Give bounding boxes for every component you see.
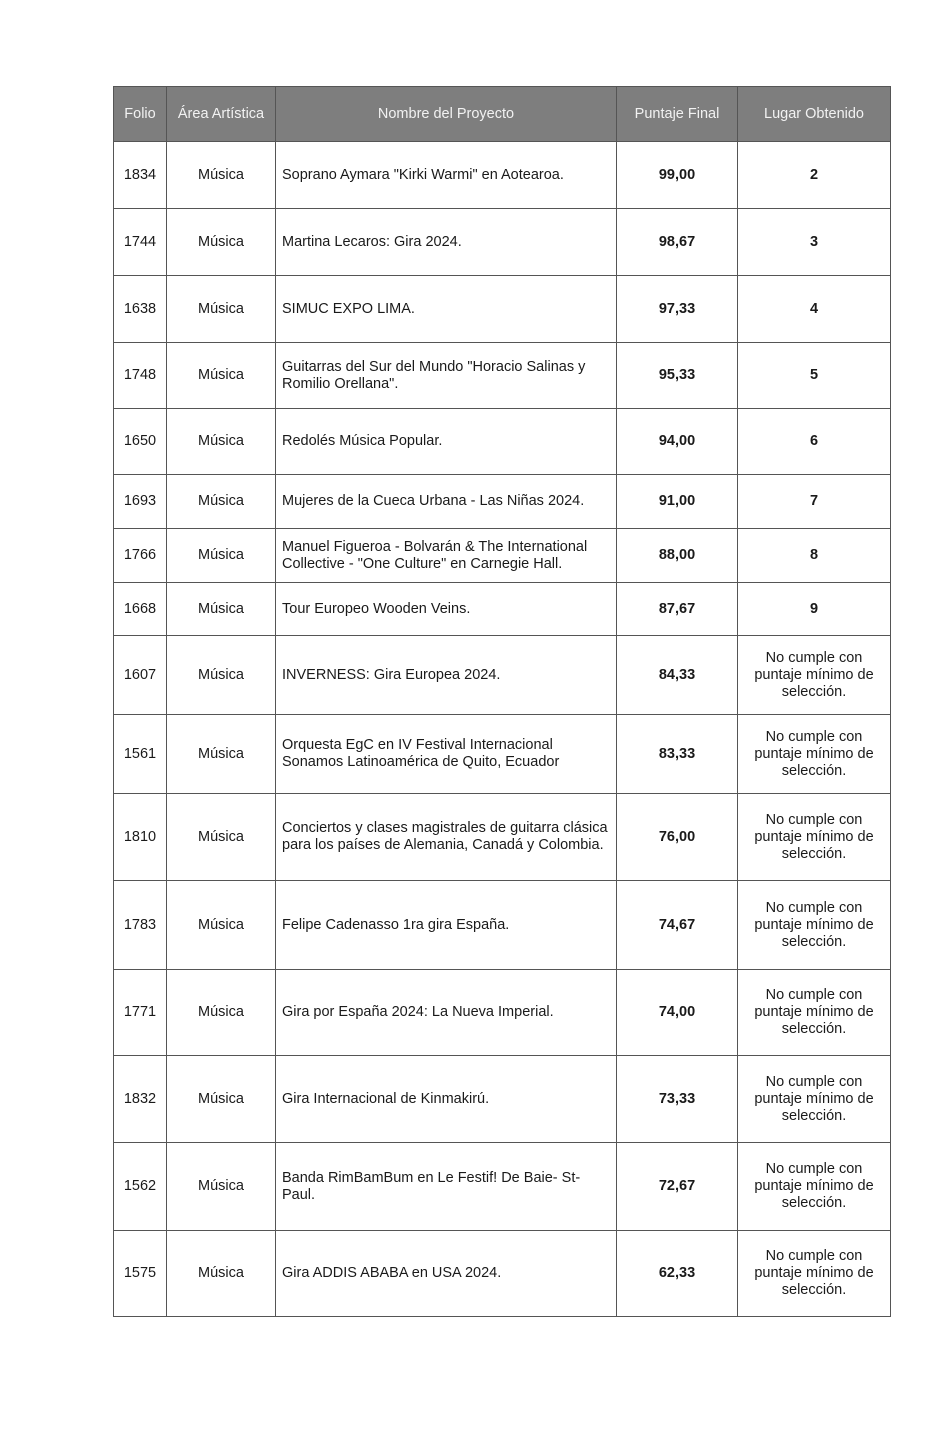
cell-area: Música (167, 142, 276, 209)
cell-folio: 1638 (114, 276, 167, 343)
cell-project: Gira ADDIS ABABA en USA 2024. (276, 1231, 617, 1317)
cell-folio: 1693 (114, 475, 167, 529)
cell-area: Música (167, 970, 276, 1056)
cell-score: 84,33 (617, 636, 738, 715)
cell-area: Música (167, 475, 276, 529)
cell-score: 88,00 (617, 529, 738, 583)
cell-folio: 1810 (114, 794, 167, 881)
table-row (114, 881, 891, 970)
cell-area: Música (167, 409, 276, 475)
header-area: Área Artística (167, 87, 276, 142)
cell-place: 6 (738, 409, 891, 475)
cell-place: No cumple con puntaje mínimo de selección. (738, 970, 891, 1056)
cell-project: Banda RimBamBum en Le Festif! De Baie- St-Paul. (276, 1143, 617, 1231)
header-place: Lugar Obtenido (738, 87, 891, 142)
cell-area: Música (167, 529, 276, 583)
table-row (114, 529, 891, 583)
header-project: Nombre del Proyecto (276, 87, 617, 142)
table-row (114, 475, 891, 529)
cell-folio: 1575 (114, 1231, 167, 1317)
cell-project: Gira Internacional de Kinmakirú. (276, 1056, 617, 1143)
cell-score: 73,33 (617, 1056, 738, 1143)
cell-project: Manuel Figueroa - Bolvarán & The International Collective - "One Culture" en Carnegie Hall. (276, 529, 617, 583)
cell-folio: 1834 (114, 142, 167, 209)
table-row (114, 409, 891, 475)
cell-project: Guitarras del Sur del Mundo "Horacio Salinas y Romilio Orellana". (276, 343, 617, 409)
cell-area: Música (167, 583, 276, 636)
table-header (114, 87, 891, 142)
cell-score: 91,00 (617, 475, 738, 529)
cell-project: Mujeres de la Cueca Urbana - Las Niñas 2024. (276, 475, 617, 529)
cell-score: 94,00 (617, 409, 738, 475)
cell-area: Música (167, 1143, 276, 1231)
cell-project: Redolés Música Popular. (276, 409, 617, 475)
cell-place: 4 (738, 276, 891, 343)
cell-project: Conciertos y clases magistrales de guitarra clásica para los países de Alemania, Canadá y Colombia. (276, 794, 617, 881)
cell-score: 72,67 (617, 1143, 738, 1231)
cell-score: 76,00 (617, 794, 738, 881)
cell-place: No cumple con puntaje mínimo de selección. (738, 636, 891, 715)
table-row (114, 583, 891, 636)
cell-project: Orquesta EgC en IV Festival Internacional Sonamos Latinoamérica de Quito, Ecuador (276, 715, 617, 794)
cell-project: SIMUC EXPO LIMA. (276, 276, 617, 343)
cell-folio: 1668 (114, 583, 167, 636)
results-table (113, 86, 891, 1317)
cell-folio: 1771 (114, 970, 167, 1056)
cell-place: 8 (738, 529, 891, 583)
table-row (114, 343, 891, 409)
cell-score: 74,67 (617, 881, 738, 970)
table-row (114, 1231, 891, 1317)
cell-folio: 1561 (114, 715, 167, 794)
table-row (114, 142, 891, 209)
cell-project: Soprano Aymara "Kirki Warmi" en Aotearoa. (276, 142, 617, 209)
cell-folio: 1607 (114, 636, 167, 715)
cell-project: Martina Lecaros: Gira 2024. (276, 209, 617, 276)
cell-area: Música (167, 881, 276, 970)
cell-project: Gira por España 2024: La Nueva Imperial. (276, 970, 617, 1056)
cell-place: 2 (738, 142, 891, 209)
cell-folio: 1766 (114, 529, 167, 583)
cell-area: Música (167, 276, 276, 343)
cell-score: 62,33 (617, 1231, 738, 1317)
cell-project: Felipe Cadenasso 1ra gira España. (276, 881, 617, 970)
cell-project: Tour Europeo Wooden Veins. (276, 583, 617, 636)
header-score: Puntaje Final (617, 87, 738, 142)
cell-place: 3 (738, 209, 891, 276)
cell-folio: 1744 (114, 209, 167, 276)
cell-score: 99,00 (617, 142, 738, 209)
cell-folio: 1783 (114, 881, 167, 970)
table-row (114, 276, 891, 343)
cell-place: 5 (738, 343, 891, 409)
cell-score: 83,33 (617, 715, 738, 794)
header-folio: Folio (114, 87, 167, 142)
cell-area: Música (167, 1231, 276, 1317)
cell-folio: 1832 (114, 1056, 167, 1143)
cell-folio: 1650 (114, 409, 167, 475)
table-row (114, 209, 891, 276)
table-row (114, 970, 891, 1056)
table-row (114, 636, 891, 715)
cell-score: 98,67 (617, 209, 738, 276)
cell-area: Música (167, 636, 276, 715)
cell-score: 74,00 (617, 970, 738, 1056)
cell-place: No cumple con puntaje mínimo de selección. (738, 1143, 891, 1231)
cell-area: Música (167, 715, 276, 794)
cell-area: Música (167, 1056, 276, 1143)
cell-project: INVERNESS: Gira Europea 2024. (276, 636, 617, 715)
table-body (114, 142, 891, 1317)
cell-place: No cumple con puntaje mínimo de selección. (738, 1231, 891, 1317)
cell-place: 9 (738, 583, 891, 636)
table-row (114, 1143, 891, 1231)
cell-place: No cumple con puntaje mínimo de selección. (738, 715, 891, 794)
cell-place: No cumple con puntaje mínimo de selección. (738, 881, 891, 970)
header-row (114, 87, 891, 142)
cell-place: No cumple con puntaje mínimo de selección. (738, 794, 891, 881)
cell-folio: 1562 (114, 1143, 167, 1231)
cell-area: Música (167, 794, 276, 881)
cell-place: No cumple con puntaje mínimo de selección. (738, 1056, 891, 1143)
cell-score: 87,67 (617, 583, 738, 636)
cell-folio: 1748 (114, 343, 167, 409)
cell-score: 95,33 (617, 343, 738, 409)
cell-score: 97,33 (617, 276, 738, 343)
table-row (114, 1056, 891, 1143)
table-row (114, 794, 891, 881)
cell-area: Música (167, 209, 276, 276)
cell-area: Música (167, 343, 276, 409)
cell-place: 7 (738, 475, 891, 529)
table-row (114, 715, 891, 794)
